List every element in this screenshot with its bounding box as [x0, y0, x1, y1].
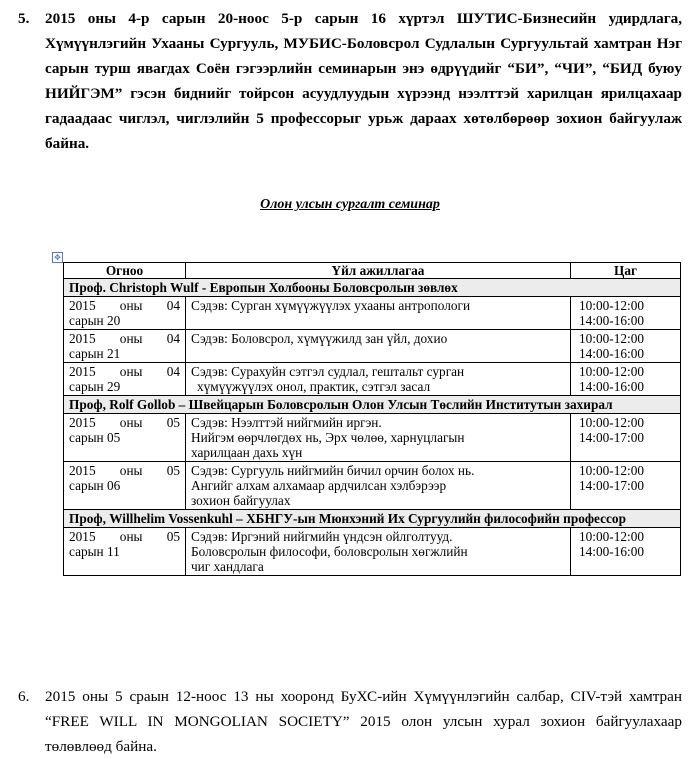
activity-cell: Сэдэв: Боловсрол, хүмүүжилд зан үйл, дохио [186, 330, 571, 363]
list-item-text: 2015 оны 4-р сарын 20-ноос 5-р сарын 16 хүртэл ШУТИС-Бизнесийн удирдлага, Хүмүүнлэгийн Ухааны Сургууль, МУБИС-Боловсрол Судлалын Сургуультай хамтран Нэг сарын турш явагдах Соён гэгээрлийн семинарын энэ өдрүүдийг “БИ”, “ЧИ”, “БИД буюу НИЙГЭМ” гэсэн биднийг тойрсон асуудлуудын хүрээнд нээлттэй харилцан ярилцахаар гадаадаас чиглэл, чиглэлийн 5 профессорыг урьж дараах хөтөлбөрөөр зохион байгуулаж байна. [45, 10, 682, 152]
time-cell: 10:00-12:00 14:00-16:00 [571, 297, 681, 330]
activity-cell: Сэдэв: Нээлттэй нийгмийн иргэн. Нийгэм өөрчлөгдөх нь, Эрх чөлөө, харнуцлагын харилцаан дахь хүн [186, 414, 571, 462]
date-cell: 2015 оны 05 сарын 05 [64, 414, 186, 462]
list-item-text: 2015 оны 5 сраын 12-ноос 13 ны хооронд БуХС-ийн Хүмүүнлэгийн салбар, CIV-тэй хамтран “FREE WILL IN MONGOLIAN SOCIETY” 2015 олон улсын хурал зохион байгуулахаар төлөвлөөд байна. [45, 688, 682, 755]
list-item-number: 5. [18, 10, 30, 27]
column-header-time: Цаг [571, 263, 681, 279]
section-row [64, 510, 681, 528]
section-title: Проф, Rolf Gollob – Швейцарын Боловсролын Олон Улсын Төслийн Институтын захирал [64, 396, 681, 414]
activity-cell: Сэдэв: Сурахуйн сэтгэл судлал, гештальт сурган хүмүүжүүлэх онол, практик, сэтгэл засал [186, 363, 571, 396]
column-header-date: Огноо [64, 263, 186, 279]
table-caption: Олон улсын сургалт семинар [260, 197, 440, 212]
time-cell: 10:00-12:00 14:00-16:00 [571, 528, 681, 576]
date-cell: 2015 оны 05 сарын 06 [64, 462, 186, 510]
section-row [64, 396, 681, 414]
list-item-number: 6. [18, 688, 30, 705]
time-cell: 10:00-12:00 14:00-16:00 [571, 363, 681, 396]
time-cell: 10:00-12:00 14:00-17:00 [571, 414, 681, 462]
move-handle-icon[interactable]: ✥ [52, 252, 63, 263]
table-row [64, 528, 681, 576]
activity-cell: Сэдэв: Иргэний нийгмийн үндсэн ойлголтууд. Боловсролын философи, боловсролын хөгжлийн чиг хандлага [186, 528, 571, 576]
table-row [64, 297, 681, 330]
section-title: Проф, Willhelim Vossenkuhl – ХБНГУ-ын Мюнхэний Их Сургуулийн философийн профессор [64, 510, 681, 528]
date-cell: 2015 оны 05 сарын 11 [64, 528, 186, 576]
section-title: Проф. Christoph Wulf - Европын Холбооны Боловсролын зөвлөх [64, 279, 681, 297]
column-header-activity: Үйл ажиллагаа [186, 263, 571, 279]
activity-cell: Сэдэв: Сургууль нийгмийн бичил орчин болох нь. Ангийг алхам алхамаар ардчилсан хэлбэрээр зохион байгуулах [186, 462, 571, 510]
table-row [64, 330, 681, 363]
seminar-table [63, 262, 680, 576]
table-row [64, 462, 681, 510]
table-header-row [64, 263, 681, 279]
date-cell: 2015 оны 04 сарын 20 [64, 297, 186, 330]
date-cell: 2015 оны 04 сарын 21 [64, 330, 186, 363]
date-cell: 2015 оны 04 сарын 29 [64, 363, 186, 396]
table-row [64, 363, 681, 396]
section-row [64, 279, 681, 297]
activity-cell: Сэдэв: Сурган хүмүүжүүлэх ухааны антропологи [186, 297, 571, 330]
table-row [64, 414, 681, 462]
time-cell: 10:00-12:00 14:00-17:00 [571, 462, 681, 510]
time-cell: 10:00-12:00 14:00-16:00 [571, 330, 681, 363]
